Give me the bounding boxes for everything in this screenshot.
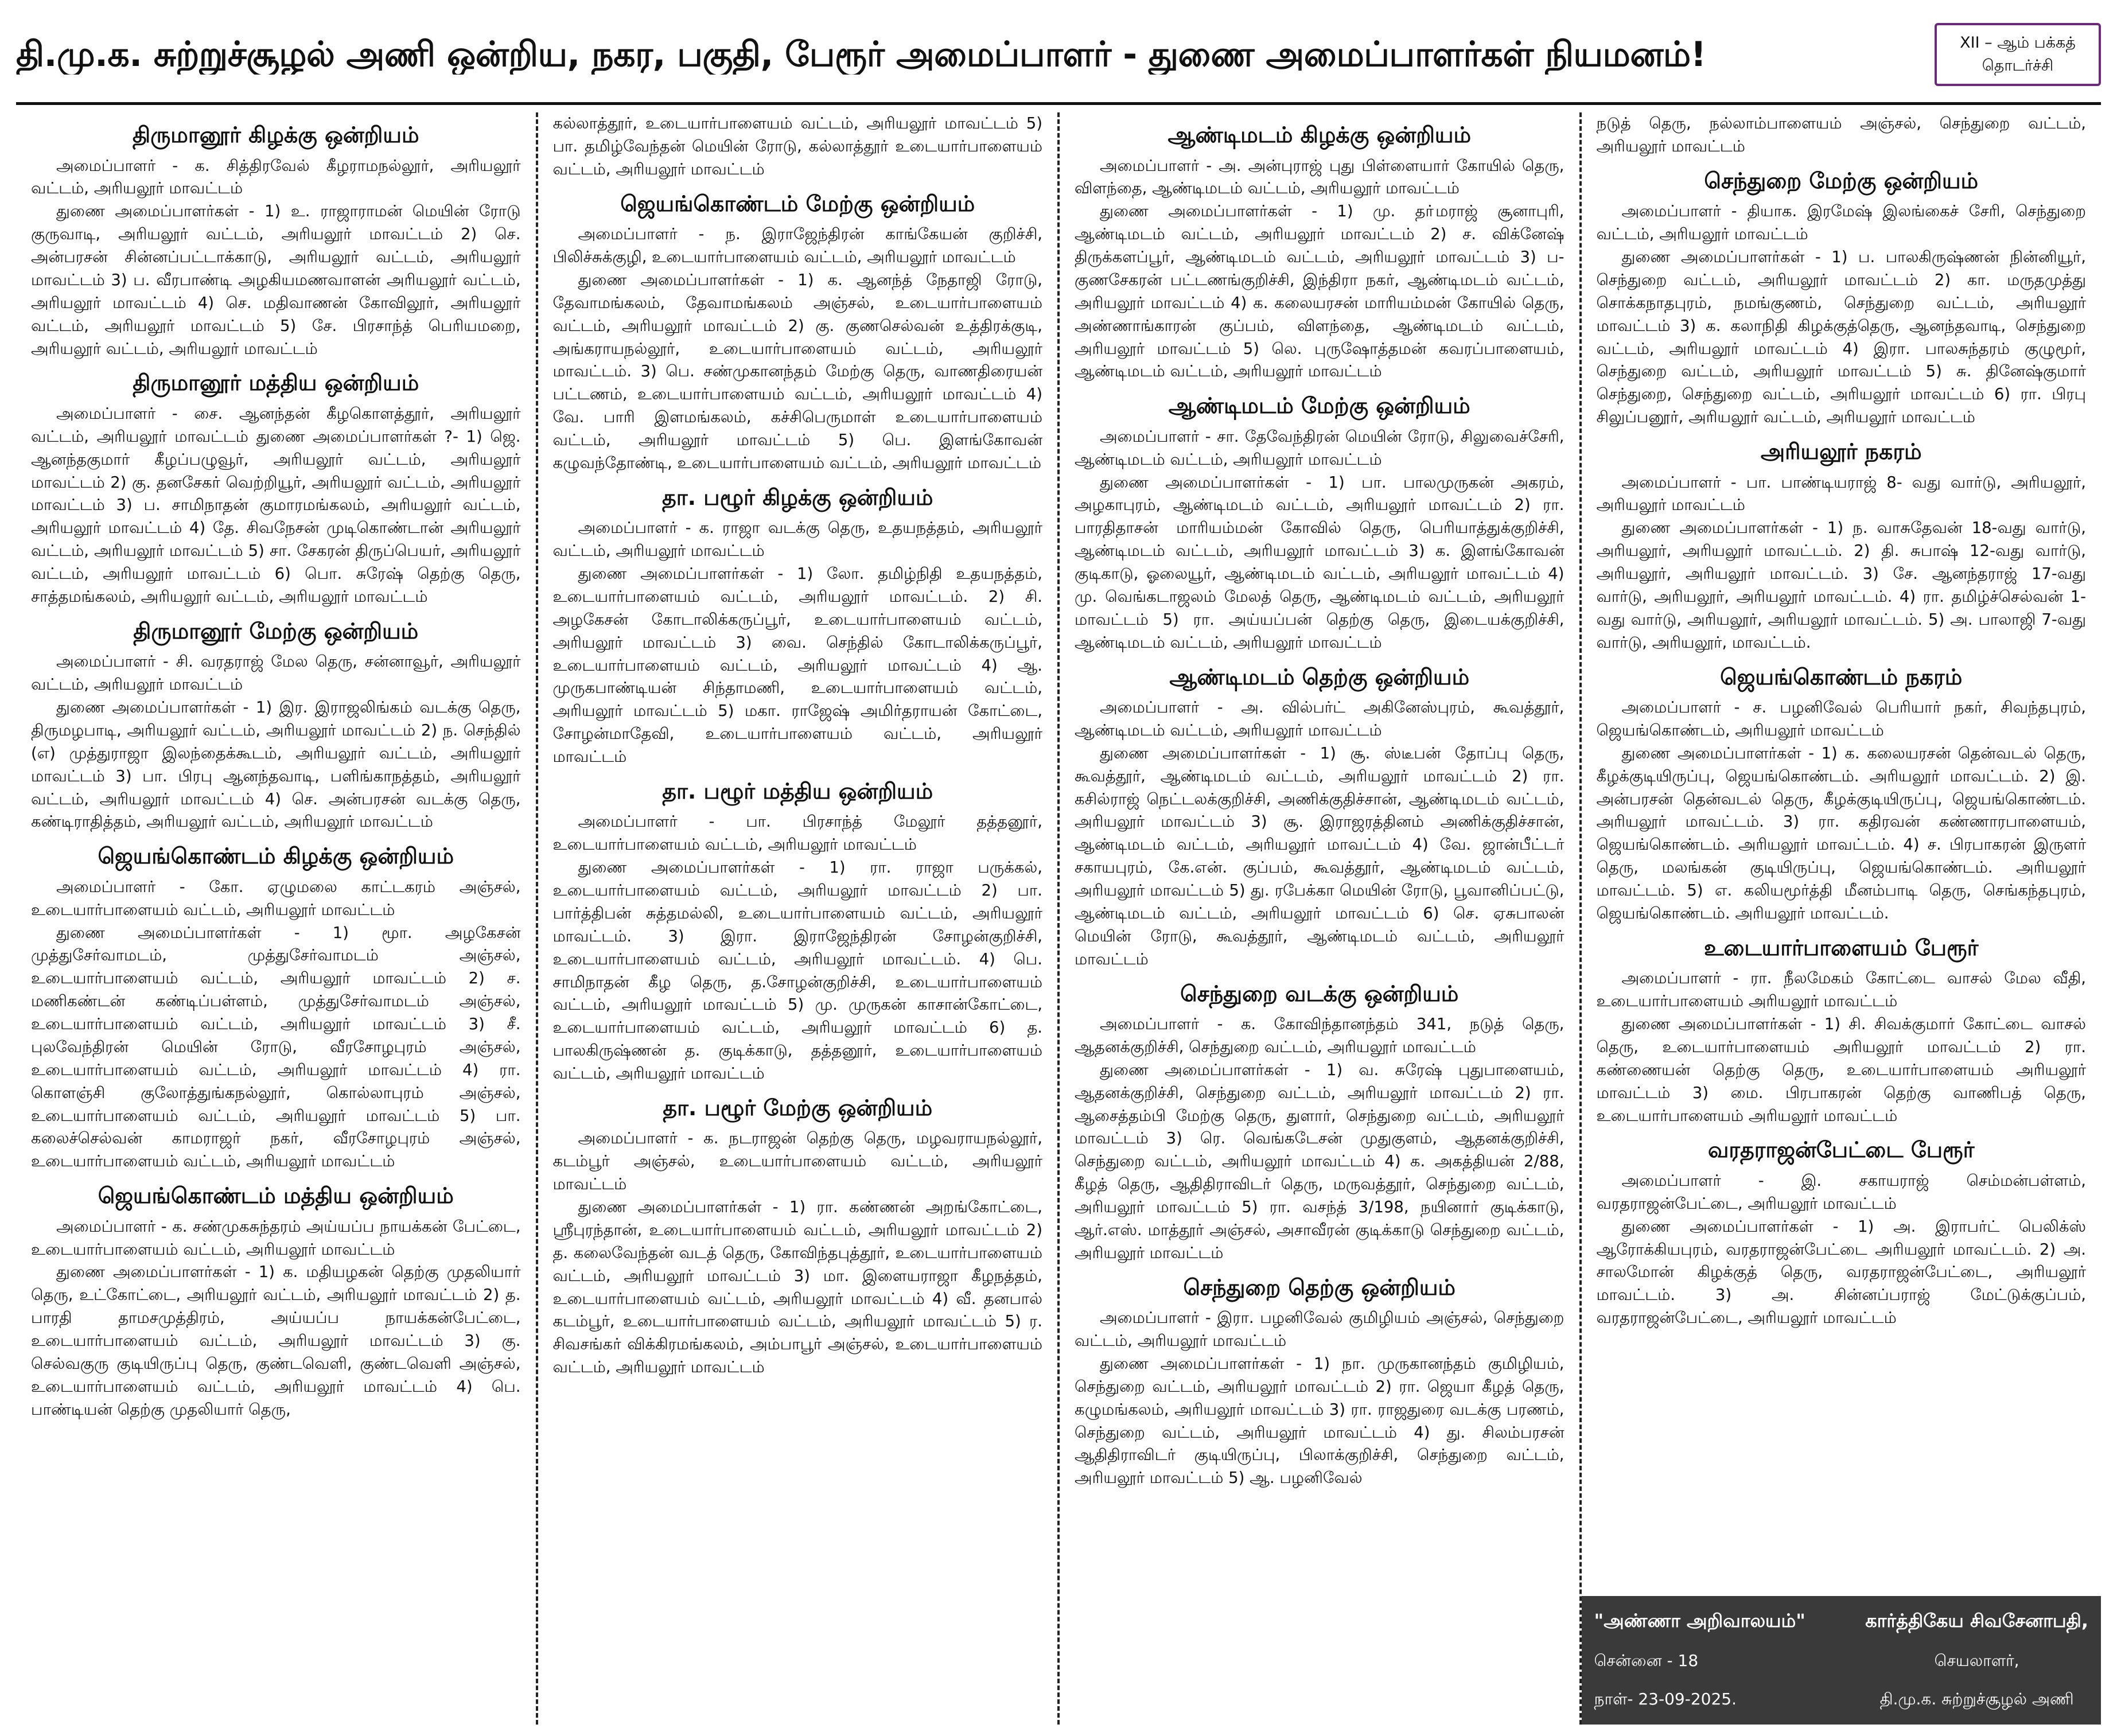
deputy-organizers-paragraph: துணை அமைப்பாளர்கள் - 1) சூ. ஸ்டீபன் தோப்பு தெரு, கூவத்தூர், ஆண்டிமடம் வட்டம், அரியலூர் மாவட்டம் 2) ரா. கசில்ராஜ் நெட்டலக்குறிச்சி, அணிக்குதிச்சான், ஆண்டிமடம் வட்டம், அரியலூர் மாவட்டம் 3) சூ. இராஜரத்தினம் அணிக்குதிச்சான், ஆண்டிமடம் வட்டம், அரியலூர் மாவட்டம் 4) வே. ஜான்பீட்டர் சகாயபுரம், கே.என். குப்பம், கூவத்தூர், ஆண்டிமடம் வட்டம், அரியலூர் மாவட்டம் 5) து. ரபேக்கா மெயின் ரோடு, பூவானிப்பட்டு, ஆண்டிமடம் வட்டம், அரியலூர் மாவட்டம் 6) செ. ஏசுபாலன் மெயின் ரோடு, கூவத்தூர், ஆண்டிமடம் வட்டம், அரியலூர் மாவட்டம்: [1075, 744, 1565, 968]
column-3: [1060, 112, 1582, 1725]
footer-date: நாள்- 23-09-2025.: [1594, 1690, 1737, 1708]
section-title: வரதராஜன்பேட்டை பேரூர்: [1708, 1137, 1975, 1163]
deputy-organizers-paragraph: துணை அமைப்பாளர்கள் - 1) க. கலையரசன் தென்வடல் தெரு, கீழக்குடியிருப்பு, ஜெயங்கொண்டம். அரியலூர் மாவட்டம். 2) இ. அன்பரசன் தென்வடல் தெரு, கீழக்குடியிருப்பு, ஜெயங்கொண்டம். அரியலூர் மாவட்டம். 3) ரா. கதிரவன் கண்ணாரபாளையம், ஜெயங்கொண்டம். அரியலூர் மாவட்டம். 4) ச. பிரபாகரன் இருளர் தெரு, மலங்கன் குடியிருப்பு, ஜெயங்கொண்டம். அரியலூர் மாவட்டம். 5) எ. கலியமூர்த்தி மீனம்பாடி தெரு, செங்கந்தபுரம், ஜெயங்கொண்டம். அரியலூர் மாவட்டம்.: [1596, 744, 2086, 923]
organizer-paragraph: அமைப்பாளர் - ந. இராஜேந்திரன் காங்கேயன் குறிச்சி, பிலிச்சுக்குழி, உடையார்பாளையம் வட்டம், அரியலூர் மாவட்டம்: [552, 225, 1042, 266]
deputy-organizers-paragraph: துணை அமைப்பாளர்கள் - 1) வ. சுரேஷ் புதுபாளையம், ஆதனக்குறிச்சி, செந்துறை வட்டம், அரியலூர் மாவட்டம் 2) ரா. ஆசைத்தம்பி மேற்கு தெரு, துளார், செந்துறை வட்டம், அரியலூர் மாவட்டம் 3) ரெ. வெங்கடேசன் முதுகுளம், ஆதனக்குறிச்சி, செந்துறை வட்டம், அரியலூர் மாவட்டம் 4) க. அகத்தியன் 2/88, கீழத் தெரு, ஆதிதிராவிடர் தெரு, மருவத்தூர், செந்துறை வட்டம், அரியலூர் மாவட்டம் 5) ரா. வசந்த் 3/198, நயினார் குடிக்காடு, ஆர்.எஸ். மாத்தூர் அஞ்சல், அசாவீரன் குடிக்காடு செந்துறை வட்டம், அரியலூர் மாவட்டம்: [1075, 1060, 1565, 1262]
signatory-wing: தி.மு.க. சுற்றுச்சூழல் அணி: [1879, 1690, 2074, 1708]
section-title: ஜெயங்கொண்டம் நகரம்: [1720, 664, 1963, 690]
section-title: செந்துறை மேற்கு ஒன்றியம்: [1704, 168, 1979, 193]
deputy-organizers-paragraph: துணை அமைப்பாளர்கள் - 1) உ. ராஜாராமன் மெயின் ரோடு குருவாடி, அரியலூர் வட்டம், அரியலூர் மாவட்டம் 2) செ. அன்பரசன் சின்னப்பட்டாக்காடு, அரியலூர் வட்டம், அரியலூர் மாவட்டம் 3) ப. வீரபாண்டி அழகியமணவாளன் அரியலூர் வட்டம், அரியலூர் மாவட்டம் 4) செ. மதிவாணன் கோவிலூர், அரியலூர் வட்டம், அரியலூர் மாவட்டம் 5) சே. பிரசாந்த் பெரியமறை, அரியலூர் வட்டம், அரியலூர் மாவட்டம்: [31, 202, 521, 358]
deputy-organizers-paragraph: துணை அமைப்பாளர்கள் - 1) மூா. அழகேசன் முத்துசேர்வாமடம், முத்துசேர்வாமடம் அஞ்சல், உடையார்பாளையம் வட்டம், அரியலூர் மாவட்டம் 2) ச. மணிகண்டன் கண்டிப்பள்ளம், முத்துசேர்வாமடம் அஞ்சல், உடையார்பாளையம் வட்டம், அரியலூர் மாவட்டம் 3) சீ. புலவேந்திரன் மெயின் ரோடு, வீரசோழபுரம் அஞ்சல், உடையார்பாளையம் வட்டம், அரியலூர் மாவட்டம் 4) ரா. கொளஞ்சி குலோத்துங்கநல்லூர், கொல்லாபுரம் அஞ்சல், உடையார்பாளையம் வட்டம், அரியலூர் மாவட்டம் 5) பா. கலைச்செல்வன் காமராஜர் நகர், வீரசோழபுரம் அஞ்சல், உடையார்பாளையம் வட்டம், அரியலூர் மாவட்டம்: [31, 923, 521, 1171]
section-title: செந்துறை தெற்கு ஒன்றியம்: [1183, 1274, 1456, 1300]
footer-city: சென்னை - 18: [1594, 1651, 1699, 1670]
section-title: உடையார்பாளையம் பேரூர்: [1704, 935, 1979, 960]
column-4: [1582, 112, 2102, 1725]
organizer-paragraph: அமைப்பாளர் - அ. வில்பர்ட் அகினேஸ்புரம், கூவத்தூர், ஆண்டிமடம் வட்டம், அரியலூர் மாவட்டம்: [1075, 698, 1565, 739]
deputy-organizers-paragraph: துணை அமைப்பாளர்கள் - 1) ரா. கண்ணன் அறங்கோட்டை, ஸ்ரீபுரந்தான், உடையார்பாளையம் வட்டம், அரியலூர் மாவட்டம் 2) த. கலைவேந்தன் வடத் தெரு, கோவிந்தபுத்தூர், உடையார்பாளையம் வட்டம், அரியலூர் மாவட்டம் 3) மா. இளையராஜா கீழநத்தம், உடையார்பாளையம் வட்டம், அரியலூர் மாவட்டம் 4) வீ. தனபால் கடம்பூர், உடையார்பாளையம் வட்டம், அரியலூர் மாவட்டம் 5) ர. சிவசங்கர் விக்கிரமங்கலம், அம்பாபூர் அஞ்சல், உடையார்பாளையம் வட்டம், அரியலூர் மாவட்டம்: [552, 1198, 1042, 1377]
deputy-organizers-paragraph: துணை அமைப்பாளர்கள் - 1) ப. பாலகிருஷ்ணன் நின்னியூர், செந்துறை வட்டம், அரியலூர் மாவட்டம் 2) கா. மருதமுத்து சொக்கநாதபுரம், நமங்குணம், செந்துறை வட்டம், அரியலூர் மாவட்டம் 3) க. கலாநிதி கிழக்குத்தெரு, ஆனந்தவாடி, செந்துறை வட்டம், அரியலூர் மாவட்டம் 4) இரா. பாலசுந்தரம் குழுமூர், செந்துறை வட்டம், அரியலூர் மாவட்டம் 5) சு. தினேஷ்குமார் செந்துறை, செந்துறை வட்டம், அரியலூர் மாவட்டம் 6) ரா. பிரபு சிலுப்பனூர், அரியலூர் வட்டம், அரியலூர் மாவட்டம்: [1596, 248, 2086, 427]
column-4-body: [1597, 112, 2087, 1330]
organizer-paragraph: அமைப்பாளர் - தியாக. இரமேஷ் இலங்கைச் சேரி, செந்துறை வட்டம், அரியலூர் மாவட்டம்: [1596, 202, 2086, 244]
column-1: [16, 112, 538, 1725]
deputy-organizers-paragraph: துணை அமைப்பாளர்கள் - 1) ந. வாசுதேவன் 18-வது வார்டு, அரியலூர், அரியலூர் மாவட்டம். 2) தி. சுபாஷ் 12-வது வார்டு, அரியலூர், அரியலூர் மாவட்டம். 3) சே. ஆனந்தராஜ் 17-வது வார்டு, அரியலூர், அரியலூர் மாவட்டம். 4) ரா. தமிழ்ச்செல்வன் 1-வது வார்டு, அரியலூர், அரியலூர் மாவட்டம். 5) அ. பாலாஜி 7-வது வார்டு, அரியலூர், மாவட்டம்.: [1596, 519, 2086, 652]
organizer-paragraph: அமைப்பாளர் - சா. தேவேந்திரன் மெயின் ரோடு, சிலுவைச்சேரி, ஆண்டிமடம் வட்டம், அரியலூர் மாவட்டம்: [1075, 427, 1565, 469]
deputy-organizers-paragraph: துணை அமைப்பாளர்கள் - 1) க. ஆனந்த் நேதாஜி ரோடு, தேவாமங்கலம், தேவாமங்கலம் அஞ்சல், உடையார்பாளையம் வட்டம், அரியலூர் மாவட்டம் 2) கு. குணசெல்வன் உத்திரக்குடி, அங்கராயநல்லூர், உடையார்பாளையம் வட்டம், அரியலூர் மாவட்டம். 3) பெ. சண்முகானந்தம் மேற்கு தெரு, வாணதிரையன் பட்டணம், உடையார்பாளையம் வட்டம், அரியலூர் மாவட்டம் 4) வே. பாரி இளமங்கலம், கச்சிபெருமாள் உடையார்பாளையம் வட்டம், அரியலூர் மாவட்டம் 5) பெ. இளங்கோவன் கழுவந்தோண்டி, உடையார்பாளையம் வட்டம், அரியலூர் மாவட்டம்: [552, 270, 1042, 472]
deputy-organizers-paragraph: துணை அமைப்பாளர்கள் - 1) இர. இராஜலிங்கம் வடக்கு தெரு, திருமழபாடி, அரியலூர் வட்டம், அரியலூர் மாவட்டம் 2) ந. செந்தில் (எ) முத்துராஜா இலந்தைக்கூடம், அரியலூர் வட்டம், அரியலூர் மாவட்டம் 3) பா. பிரபு ஆனந்தவாடி, பளிங்காநத்தம், அரியலூர் வட்டம், அரியலூர் மாவட்டம் 4) செ. அன்பரசன் வடக்கு தெரு, கண்டிராதித்தம், அரியலூர் வட்டம், அரியலூர் மாவட்டம்: [31, 698, 521, 831]
section-title: தா. பழூர் கிழக்கு ஒன்றியம்: [662, 484, 933, 510]
deputy-organizers-paragraph: துணை அமைப்பாளர்கள் - 1) க. மதியழகன் தெற்கு முதலியார் தெரு, உட்கோட்டை, அரியலூர் வட்டம், அரியலூர் மாவட்டம் 2) த. பாரதி தாமசமுத்திரம், அய்யப்ப நாயக்கன்பேட்டை, உடையார்பாளையம் வட்டம், அரியலூர் மாவட்டம் 3) கு. செல்வகுரு குடியிருப்பு தெரு, குண்டவெளி, குண்டவெளி அஞ்சல், உடையார்பாளையம் வட்டம், அரியலூர் மாவட்டம் 4) பெ. பாண்டியன் தெற்கு முதலியார் தெரு,: [31, 1263, 521, 1419]
deputy-organizers-paragraph: துணை அமைப்பாளர்கள் - 1) மு. தா்மராஜ் சூனாபுரி, ஆண்டிமடம் வட்டம், அரியலூர் மாவட்டம் 2) ச. விக்னேஷ் திருக்களப்பூர், ஆண்டிமடம் வட்டம், அரியலூர் மாவட்டம் 3) ப- குணசேகரன் பட்டணங்குறிச்சி, இந்திரா நகர், ஆண்டிமடம் வட்டம், அரியலூர் மாவட்டம் 4) க. கலையரசன் மாரியம்மன் கோயில் தெரு, அண்ணாங்காரன் குப்பம், விளந்தை, ஆண்டிமடம் வட்டம், அரியலூர் மாவட்டம் 5) லெ. புருஷோத்தமன் கவரப்பாளையம், ஆண்டிமடம் வட்டம், அரியலூர் மாவட்டம்: [1075, 202, 1565, 381]
organizer-paragraph: அமைப்பாளர் - ரா. நீலமேகம் கோட்டை வாசல் மேல வீதி, உடையார்பாளையம் அரியலூர் மாவட்டம்: [1596, 969, 2086, 1011]
footer-signatory: [1865, 1610, 2088, 1711]
organizer-paragraph: அமைப்பாளர் - க. நடராஜன் தெற்கு தெரு, மழவராயநல்லூர், கடம்பூர் அஞ்சல், உடையார்பாளையம் வட்டம், அரியலூர் மாவட்டம்: [552, 1129, 1042, 1194]
organizer-paragraph: அமைப்பாளர் - அ. அன்புராஜ் புது பிள்ளையார் கோயில் தெரு, விளந்தை, ஆண்டிமடம் வட்டம், அரியலூர் மாவட்டம்: [1075, 156, 1565, 198]
section-title: ஜெயங்கொண்டம் கிழக்கு ஒன்றியம்: [98, 843, 454, 869]
section-title: ஆண்டிமடம் கிழக்கு ஒன்றியம்: [1168, 122, 1472, 147]
deputy-organizers-paragraph: துணை அமைப்பாளர்கள் - 1) லோ. தமிழ்நிதி உதயநத்தம், உடையார்பாளையம் வட்டம், அரியலூர் மாவட்டம். 2) சி. அழகேசன் கோடாலிக்கருப்பூர், உடையார்பாளையம் வட்டம், அரியலூர் மாவட்டம் 3) வை. செந்தில் கோடாலிக்கருப்பூர், உடையார்பாளையம் வட்டம், அரியலூர் மாவட்டம் 4) ஆ. முருகபாண்டியன் சிந்தாமணி, உடையார்பாளையம் வட்டம், அரியலூர் மாவட்டம் 5) மகா. ராஜேஷ் அமிர்தராயன் கோட்டை, சோழன்மாதேவி, உடையார்பாளையம் வட்டம், அரியலூர் மாவட்டம்: [552, 565, 1042, 766]
organizer-paragraph: அமைப்பாளர் - கோ. ஏழுமலை காட்டகரம் அஞ்சல், உடையார்பாளையம் வட்டம், அரியலூர் மாவட்டம்: [31, 877, 521, 919]
section-title: ஜெயங்கொண்டம் மேற்கு ஒன்றியம்: [620, 190, 975, 216]
organizer-paragraph: நடுத் தெரு, நல்லாம்பாளையம் அஞ்சல், செந்துறை வட்டம், அரியலூர் மாவட்டம்: [1596, 114, 2086, 155]
article-columns: [16, 112, 2101, 1725]
organizer-paragraph: கல்லாத்தூர், உடையார்பாளையம் வட்டம், அரியலூர் மாவட்டம் 5) பா. தமிழ்வேந்தன் மெயின் ரோடு, கல்லாத்தூர் உடையார்பாளையம் வட்டம், அரியலூர் மாவட்டம்: [552, 114, 1042, 178]
organizer-paragraph: அமைப்பாளர் - பா. பிரசாந்த் மேலூர் தத்தனூர், உடையார்பாளையம் வட்டம், அரியலூர் மாவட்டம்: [552, 812, 1042, 854]
section-title: செந்துறை வடக்கு ஒன்றியம்: [1180, 980, 1459, 1006]
organizer-paragraph: அமைப்பாளர் - க. ராஜா வடக்கு தெரு, உதயநத்தம், அரியலூர் வட்டம், அரியலூர் மாவட்டம்: [552, 519, 1042, 560]
headline: தி.மு.க. சுற்றுச்சூழல் அணி ஒன்றிய, நகர, பகுதி, பேரூர் அமைப்பாளர் - துணை அமைப்பாளர்கள் நியமனம்!: [16, 34, 1706, 75]
deputy-organizers-paragraph: துணை அமைப்பாளர்கள் - 1) ரா. ராஜா பருக்கல், உடையார்பாளையம் வட்டம், அரியலூர் மாவட்டம் 2) பா. பார்த்திபன் சுத்தமல்லி, உடையார்பாளையம் வட்டம், அரியலூர் மாவட்டம். 3) இரா. இராஜேந்திரன் சோழன்குறிச்சி, உடையார்பாளையம் வட்டம், அரியலூர் மாவட்டம். 4) பெ. சாமிநாதன் கீழ தெரு, த.சோழன்குறிச்சி, உடையார்பாளையம் வட்டம், அரியலூர் மாவட்டம் 5) மு. முருகன் காசான்கோட்டை, உடையார்பாளையம் வட்டம், அரியலூர் மாவட்டம் 6) த. பாலகிருஷ்ணன் த. குடிக்காடு, தத்தனூர், உடையார்பாளையம் வட்டம், அரியலூர் மாவட்டம்: [552, 858, 1042, 1083]
organizer-paragraph: அமைப்பாளர் - க. சண்முகசுந்தரம் அய்யப்ப நாயக்கன் பேட்டை, உடையார்பாளையம் வட்டம், அரியலூர் மாவட்டம்: [31, 1217, 521, 1259]
header-rule: [16, 102, 2101, 105]
deputy-organizers-paragraph: துணை அமைப்பாளர்கள் - 1) பா. பாலமுருகன் அகரம், அழகாபுரம், ஆண்டிமடம் வட்டம், அரியலூர் மாவட்டம் 2) ரா. பாரதிதாசன் மாரியம்மன் கோவில் தெரு, பெரியாத்துக்குறிச்சி, ஆண்டிமடம் வட்டம், அரியலூர் மாவட்டம் 3) க. இளங்கோவன் குடிகாடு, ஓலையூர், ஆண்டிமடம் வட்டம், அரியலூர் மாவட்டம் 4) மு. வெங்கடாஜலம் மேலத் தெரு, ஆண்டிமடம் வட்டம், அரியலூர் மாவட்டம் 5) ரா. அய்யப்பன் தெற்கு தெரு, இடையக்குறிச்சி, ஆண்டிமடம் வட்டம், அரியலூர் மாவட்டம்: [1075, 473, 1565, 652]
page-header: [16, 11, 2101, 98]
deputy-organizers-paragraph: துணை அமைப்பாளர்கள் - 1) அ. இராபர்ட் பெலிக்ஸ் ஆரோக்கியபுரம், வரதராஜன்பேட்டை அரியலூர் மாவட்டம். 2) அ. சாலமோன் கிழக்குத் தெரு, வரதராஜன்பேட்டை, அரியலூர் மாவட்டம். 3) அ. சின்னப்பராஜ் மேட்டுக்குப்பம், வரதராஜன்பேட்டை, அரியலூர் மாவட்டம்: [1596, 1217, 2086, 1328]
section-title: அரியலூர் நகரம்: [1760, 439, 1922, 464]
deputy-organizers-paragraph: துணை அமைப்பாளர்கள் - 1) சி. சிவக்குமார் கோட்டை வாசல் தெரு, உடையார்பாளையம் அரியலூர் மாவட்டம் 2) ரா. கண்ணையன் தெற்கு தெரு, உடையார்பாளையம் அரியலூர் மாவட்டம் 3) மை. பிரபாகரன் தெற்கு வாணிபத் தெரு, உடையார்பாளையம் அரியலூர் மாவட்டம்: [1596, 1015, 2086, 1125]
section-title: ஜெயங்கொண்டம் மத்திய ஒன்றியம்: [98, 1183, 454, 1209]
section-title: திருமானூர் கிழக்கு ஒன்றியம்: [132, 122, 419, 147]
organizer-paragraph: அமைப்பாளர் - சி. வரதராஜ் மேல தெரு, சன்னாவூர், அரியலூர் வட்டம், அரியலூர் மாவட்டம்: [31, 652, 521, 694]
organizer-paragraph: அமைப்பாளர் - இ. சகாயராஜ் செம்மன்பள்ளம், வரதராஜன்பேட்டை, அரியலூர் மாவட்டம்: [1596, 1171, 2086, 1213]
section-title: தா. பழூர் மத்திய ஒன்றியம்: [662, 778, 933, 804]
section-title: தா. பழூர் மேற்கு ஒன்றியம்: [663, 1095, 933, 1120]
organizer-paragraph: அமைப்பாளர் - க. கோவிந்தானந்தம் 341, நடுத் தெரு, ஆதனக்குறிச்சி, செந்துறை வட்டம், அரியலூர் மாவட்டம்: [1075, 1015, 1565, 1056]
section-title: ஆண்டிமடம் மேற்கு ஒன்றியம்: [1168, 393, 1470, 419]
page-ref-line2: தொடர்ச்சி: [1982, 57, 2054, 75]
organizer-paragraph: அமைப்பாளர் - பா. பாண்டியராஜ் 8- வது வார்டு, அரியலூர், அரியலூர் மாவட்டம்: [1596, 473, 2086, 515]
footer-place: "அண்ணா அறிவாலயம்": [1594, 1610, 1805, 1632]
organizer-paragraph: அமைப்பாளர் - இரா. பழனிவேல் குமிழியம் அஞ்சல், செந்துறை வட்டம், அரியலூர் மாவட்டம்: [1075, 1309, 1565, 1350]
page-ref-line1: XII – ஆம் பக்கத்: [1960, 33, 2076, 52]
deputy-organizers-paragraph: துணை அமைப்பாளர்கள் - 1) நா. முருகானந்தம் குமிழியம், செந்துறை வட்டம், அரியலூர் மாவட்டம் 2) ரா. ஜெயா கீழத் தெரு, கழுமங்கலம், அரியலூர் மாவட்டம் 3) ரா. ராஜதுரை வடக்கு பரணம், செந்துறை வட்டம், அரியலூர் மாவட்டம் 4) து. சிலம்பரசன் ஆதிதிராவிடர் குடியிருப்பு, பிலாக்குறிச்சி, செந்துறை வட்டம், அரியலூர் மாவட்டம் 5) ஆ. பழனிவேல்: [1075, 1354, 1565, 1488]
page-continuation-box: [1935, 23, 2101, 86]
signatory-role: செயலாளர்,: [1934, 1651, 2019, 1670]
signature-box: [1582, 1596, 2102, 1725]
organizer-paragraph: அமைப்பாளர் - ச. பழனிவேல் பெரியார் நகர், சிவந்தபுரம், ஜெயங்கொண்டம், அரியலூர் மாவட்டம்: [1596, 698, 2086, 739]
organizer-paragraph: அமைப்பாளர் - சை. ஆனந்தன் கீழகொளத்தூர், அரியலூர் வட்டம், அரியலூர் மாவட்டம் துணை அமைப்பாளர்கள் ?- 1) ஜெ. ஆனந்தகுமார் கீழப்பழுவூர், அரியலூர் வட்டம், அரியலூர் மாவட்டம் 2) கு. தனசேகர் வெற்றியூர், அரியலூர் வட்டம், அரியலூர் மாவட்டம் 3) ப. சாமிநாதன் குமாரமங்கலம், அரியலூர் வட்டம், அரியலூர் மாவட்டம் 4) தே. சிவநேசன் முடிகொண்டான் அரியலூர் வட்டம், அரியலூர் மாவட்டம் 5) சா. சேகரன் திருப்பெயர், அரியலூர் வட்டம், அரியலூர் மாவட்டம் 6) பொ. சுரேஷ் தெற்கு தெரு, சாத்தமங்கலம், அரியலூர் வட்டம், அரியலூர் மாவட்டம்: [31, 404, 521, 606]
footer-place-date: [1594, 1610, 1805, 1711]
section-title: திருமானூர் மத்திய ஒன்றியம்: [133, 370, 419, 396]
column-2: [538, 112, 1060, 1725]
section-title: திருமானூர் மேற்கு ஒன்றியம்: [133, 618, 419, 644]
organizer-paragraph: அமைப்பாளர் - க. சித்திரவேல் கீழராமநல்லூர், அரியலூர் வட்டம், அரியலூர் மாவட்டம்: [31, 156, 521, 198]
signatory-name: கார்த்திகேய சிவசேனாபதி,: [1865, 1610, 2088, 1632]
section-title: ஆண்டிமடம் தெற்கு ஒன்றியம்: [1169, 664, 1470, 690]
